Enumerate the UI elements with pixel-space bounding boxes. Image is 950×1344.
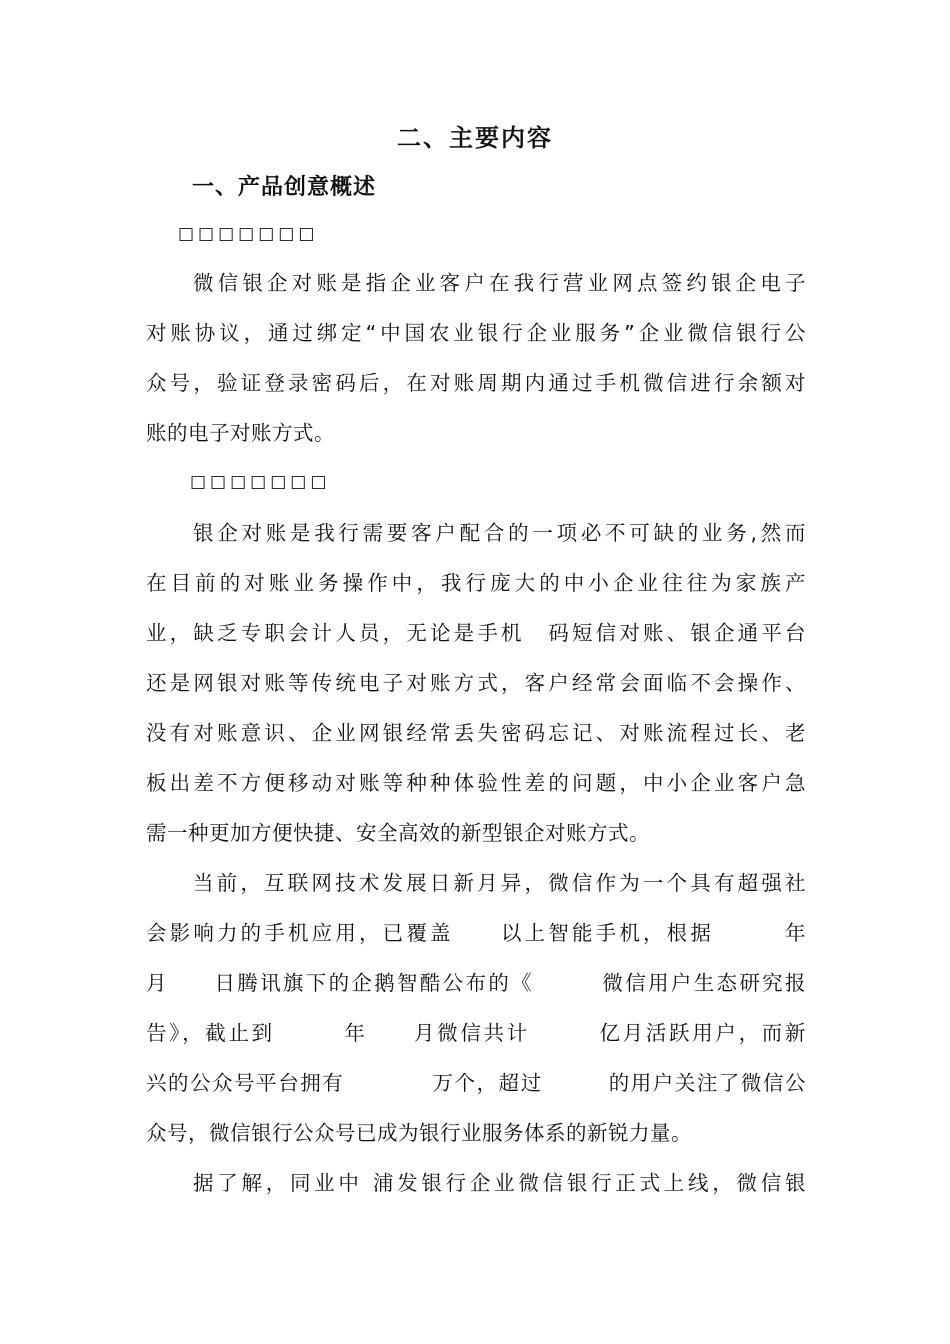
paragraph-2-line: 在目前的对账业务操作中，我行庞大的中小企业往往为家族产: [146, 571, 806, 595]
document-title: 二、主要内容: [397, 124, 553, 152]
paragraph-2-line: 还是网银对账等传统电子对账方式，客户经常会面临不会操作、: [146, 671, 806, 695]
paragraph-4-line: 据了解，同业中 浦发银行企业微信银行正式上线，微信银: [193, 1171, 806, 1195]
paragraph-3-line: 告》，截止到 年 月微信共计 亿月活跃用户，而新: [146, 1021, 806, 1045]
paragraph-2-line: 板出差不方便移动对账等种种体验性差的问题，中小企业客户急: [146, 771, 806, 795]
paragraph-1-line: 对账协议，通过绑定“中国农业银行企业服务”企业微信银行公: [146, 321, 806, 345]
paragraph-3-line: 兴的公众号平台拥有 万个，超过 的用户关注了微信公: [146, 1071, 806, 1095]
paragraph-2-line: 银企对账是我行需要客户配合的一项必不可缺的业务,然而: [193, 521, 806, 545]
paragraph-3-line: 当前，互联网技术发展日新月异，微信作为一个具有超强社: [193, 871, 806, 895]
paragraph-1-line: 众号，验证登录密码后，在对账周期内通过手机微信进行余额对: [146, 371, 806, 395]
paragraph-2-line: 业，缺乏专职会计人员，无论是手机 码短信对账、银企通平台: [146, 621, 806, 645]
section-heading: 一、产品创意概述: [192, 175, 377, 200]
paragraph-3-line: 众号，微信银行公众号已成为银行业服务体系的新锐力量。: [146, 1121, 692, 1145]
paragraph-2-line: 需一种更加方便快捷、安全高效的新型银企对账方式。: [146, 821, 650, 845]
subheading-2: □□□□□□□: [190, 472, 331, 492]
paragraph-1-line: 微信银企对账是指企业客户在我行营业网点签约银企电子: [193, 271, 806, 295]
paragraph-3-line: 月 日腾讯旗下的企鹅智酷公布的《 微信用户生态研究报: [146, 971, 806, 995]
paragraph-1-line: 账的电子对账方式。: [146, 421, 335, 445]
subheading-1: □□□□□□□: [178, 224, 319, 244]
paragraph-3-line: 会影响力的手机应用，已覆盖 以上智能手机，根据 年: [146, 921, 806, 945]
paragraph-2-line: 没有对账意识、企业网银经常丢失密码忘记、对账流程过长、老: [146, 721, 806, 745]
